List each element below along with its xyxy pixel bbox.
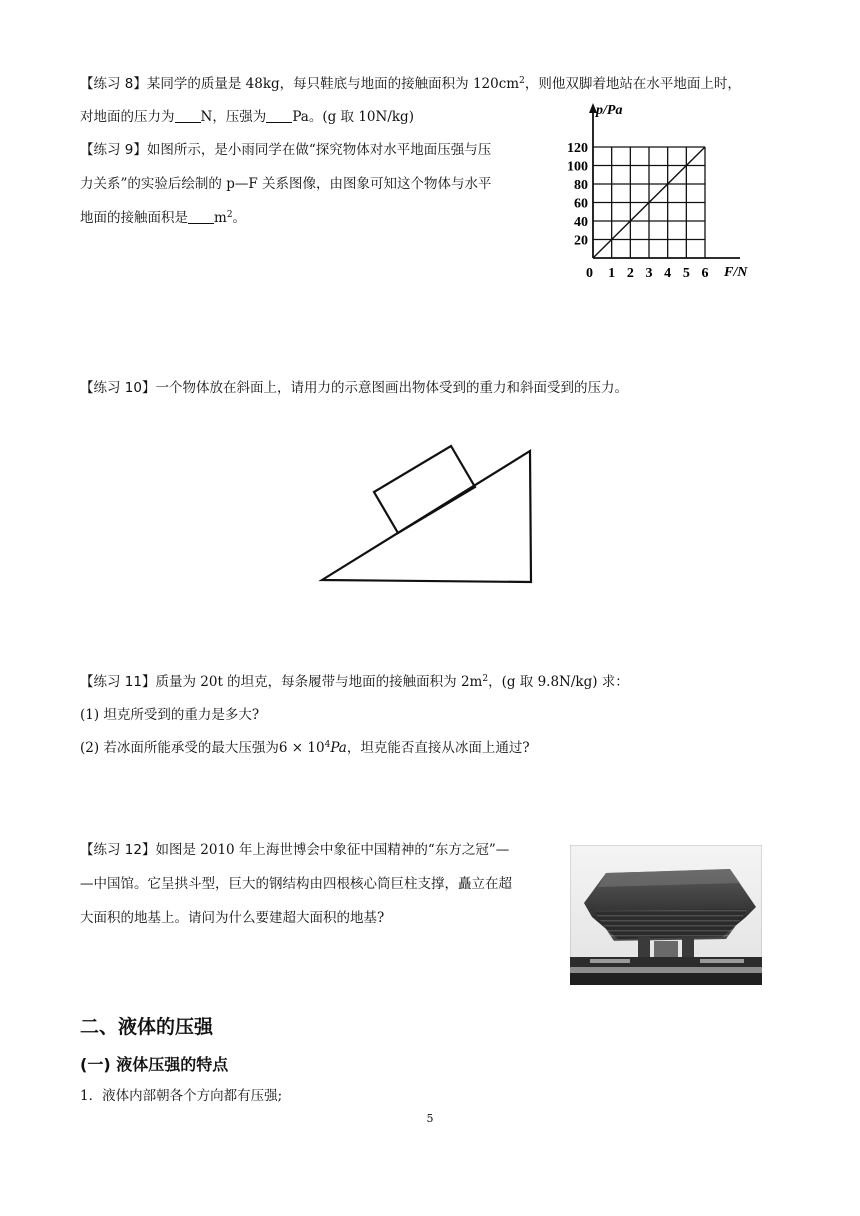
subsection-heading: (一) 液体压强的特点 <box>80 1055 229 1074</box>
exercise-9-line-1: 【练习 9】如图所示，是小雨同学在做“探究物体对水平地面压强与压 <box>80 142 492 158</box>
exercise-9-line-2: 力关系”的实验后绘制的 p—F 关系图像，由图象可知这个物体与水平 <box>80 176 492 192</box>
exercise-8-line-1: 【练习 8】某同学的质量是 48kg，每只鞋底与地面的接触面积为 $120cm^2$，则他双脚着地站在水平地面上时， <box>80 76 741 92</box>
page-number: 5 <box>426 1112 434 1125</box>
x-tick-label: 1 <box>608 266 616 281</box>
chart-origin-label: 0 <box>586 266 593 281</box>
point-1: 1．液体内部朝各个方向都有压强; <box>80 1088 283 1104</box>
y-tick-label: 40 <box>574 215 588 230</box>
exercise-11-question-2: (2) 若冰面所能承受的最大压强为$6 \times 10^4Pa$，坦克能否直接从冰面上通过? <box>80 740 530 756</box>
exercise-11-label: 【练习 11】 <box>80 674 156 690</box>
exercise-12-label: 【练习 12】 <box>80 842 156 858</box>
section-heading: 二、液体的压强 <box>80 1016 214 1038</box>
exercise-12-line-1: 【练习 12】如图是 2010 年上海世博会中象征中国精神的“东方之冠”— <box>80 842 510 858</box>
answer-blank-area[interactable] <box>188 209 214 224</box>
exercise-8-label: 【练习 8】 <box>80 76 147 92</box>
exercise-12-line-3: 大面积的地基上。请问为什么要建超大面积的地基? <box>80 910 385 926</box>
exercise-10-line: 【练习 10】一个物体放在斜面上，请用力的示意图画出物体受到的重力和斜面受到的压力。 <box>80 380 628 396</box>
chart-x-axis-label: F/N <box>724 265 748 280</box>
max-pressure-expression: $6 \times 10^4Pa$ <box>278 740 347 756</box>
exercise-12-line-2: —中国馆。它呈拱斗型，巨大的钢结构由四根核心筒巨柱支撑，矗立在超 <box>80 876 512 892</box>
exercise-8-line-2: 对地面的压力为 N，压强为 Pa。(g 取 10N/kg) <box>80 109 414 125</box>
y-tick-label: 100 <box>567 159 588 175</box>
chart-y-axis-label: p/Pa <box>596 103 623 118</box>
y-tick-label: 60 <box>574 196 588 212</box>
x-tick-label: 6 <box>701 266 709 281</box>
y-tick-label: 20 <box>574 233 588 249</box>
exercise-11-question-1: (1) 坦克所受到的重力是多大? <box>80 707 260 723</box>
x-tick-label: 4 <box>664 266 672 281</box>
x-tick-label: 3 <box>645 266 653 281</box>
incline-diagram <box>310 420 570 600</box>
china-pavilion-photo <box>570 845 762 985</box>
exercise-11-line-1: 【练习 11】质量为 20t 的坦克，每条履带与地面的接触面积为 $2m^2$，(g 取 9.8N/kg) 求： <box>80 674 629 690</box>
x-tick-label: 2 <box>626 266 634 281</box>
exercise-9-line-3: 地面的接触面积是 $m^2$。 <box>80 210 247 226</box>
exercise-9-label: 【练习 9】 <box>80 142 147 158</box>
answer-blank-pressure[interactable] <box>266 108 292 123</box>
block-on-incline <box>374 446 475 533</box>
answer-blank-force[interactable] <box>175 108 201 123</box>
chart-tick-labels <box>567 141 709 281</box>
y-tick-label: 120 <box>567 141 588 156</box>
x-tick-label: 5 <box>682 266 690 281</box>
exercise-10-label: 【练习 10】 <box>80 380 156 396</box>
p-f-chart <box>560 95 760 295</box>
y-tick-label: 80 <box>574 178 588 193</box>
